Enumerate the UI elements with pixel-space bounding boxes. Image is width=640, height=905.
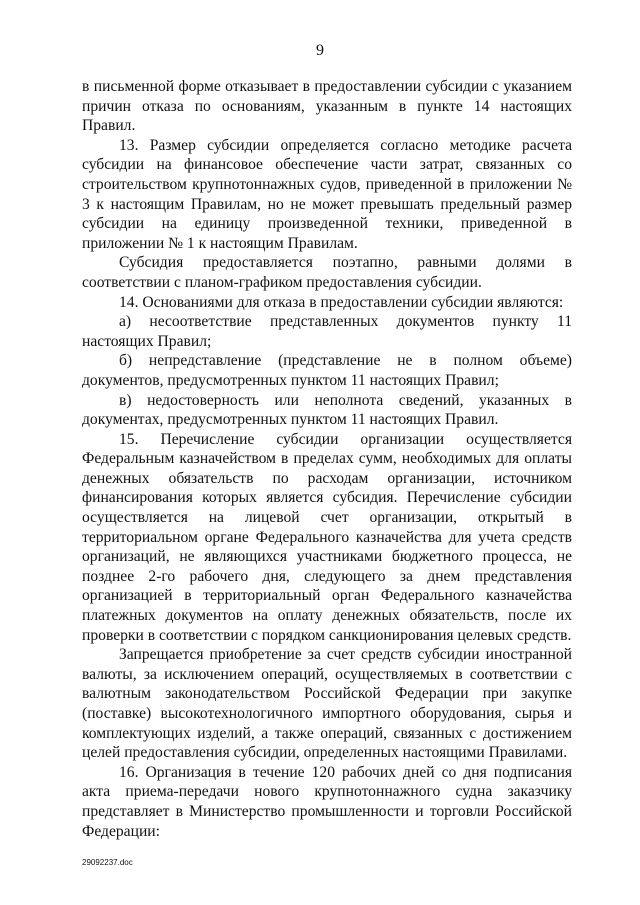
- paragraph-14-b: б) непредставление (представление не в полном объеме) документов, предусмотренных пунктом 11 настоящих Правил;: [82, 352, 572, 389]
- footer-document-code: 29092237.doc: [82, 858, 133, 867]
- paragraph-15: 15. Перечисление субсидии организации осуществляется Федеральным казначейством в пределах сумм, необходимых для оплаты денежных обязательств по расходам организации, источником финансирования которых является субсидия. Перечисление субсидии осуществляется на лицевой счет организации, открытый в территориальном органе Федерального казначейства для учета средств организаций, не являющихся участниками бюджетного процесса, не позднее 2-го рабочего дня, следующего за днем представления организацией в территориальный орган Федерального казначейства платежных документов на оплату денежных обязательств, после их проверки в соответствии с порядком санкционирования целевых средств.: [82, 430, 572, 644]
- paragraph-14-v: в) недостоверность или неполнота сведений, указанных в документах, предусмотренных пунктом 11 настоящих Правил.: [82, 391, 572, 429]
- page-number: 9: [316, 42, 324, 59]
- paragraph-14-a: а) несоответствие представленных документов пункту 11 настоящих Правил;: [82, 313, 572, 350]
- paragraph-16: 16. Организация в течение 120 рабочих дней со дня подписания акта приема-передачи нового крупнотоннажного судна заказчику представляет в Министерство промышленности и торговли Российской Федерации:: [82, 763, 572, 840]
- paragraph-continuation: в письменной форме отказывает в предоставлении субсидии с указанием причин отказа по основаниям, указанным в пункте 14 настоящих Правил.: [82, 78, 572, 135]
- paragraph-14: 14. Основаниями для отказа в предоставлении субсидии являются:: [119, 293, 564, 311]
- paragraph-15-prohibition: Запрещается приобретение за счет средств субсидии иностранной валюты, за исключением операций, осуществляемых в соответствии с валютным законодательством Российской Федерации при закупке (поставке) высокотехнологичного импортного оборудования, сырья и комплектующих изделий, а также операций, связанных с достижением целей предоставления субсидии, определенных настоящими Правилами.: [82, 646, 572, 762]
- paragraph-13-subsidy: Субсидия предоставляется поэтапно, равными долями в соответствии с планом-графиком предоставления субсидии.: [82, 254, 572, 291]
- document-body: [82, 77, 572, 841]
- paragraph-13: 13. Размер субсидии определяется согласно методике расчета субсидии на финансовое обеспечение части затрат, связанных со строительством крупнотоннажных судов, приведенной в приложении № 3 к настоящим Правилам, но не может превышать предельный размер субсидии на единицу произведенной техники, приведенной в приложении № 1 к настоящим Правилам.: [82, 136, 572, 252]
